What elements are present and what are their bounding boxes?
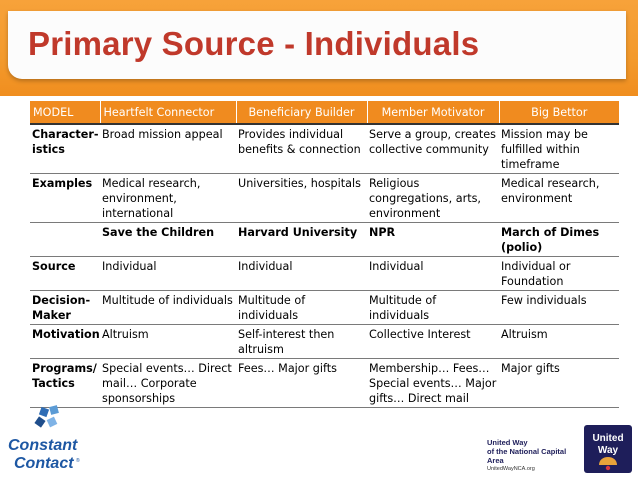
row-label: Source (30, 257, 100, 291)
table-cell: Multitude of individuals (367, 291, 499, 325)
table-cell: Medical research, environment (499, 174, 619, 223)
table-cell: Provides individual benefits & connection (236, 124, 367, 174)
svg-text:Constant: Constant (8, 437, 78, 454)
header-model: MODEL (30, 101, 100, 124)
table-cell: Medical research, environment, international (100, 174, 236, 223)
table-cell: Fees… Major gifts (236, 359, 367, 408)
header-member-motivator: Member Motivator (367, 101, 499, 124)
table-cell: Multitude of individuals (236, 291, 367, 325)
table-cell: Membership… Fees… Special events… Major gifts… Direct mail (367, 359, 499, 408)
svg-text:United: United (592, 433, 624, 444)
table-cell: Altruism (499, 325, 619, 359)
united-way-text (487, 438, 577, 474)
table-cell: Individual (100, 257, 236, 291)
comparison-table (30, 101, 619, 408)
row-label: Motivation (30, 325, 100, 359)
table-cell: Individual (367, 257, 499, 291)
table-cell: Universities, hospitals (236, 174, 367, 223)
table-cell: Few individuals (499, 291, 619, 325)
table-cell: Collective Interest (367, 325, 499, 359)
table-row (30, 325, 619, 359)
table-row (30, 291, 619, 325)
table-cell: Major gifts (499, 359, 619, 408)
table-row (30, 174, 619, 223)
table-cell: Individual (236, 257, 367, 291)
table-cell: Multitude of individuals (100, 291, 236, 325)
table-cell: Special events… Direct mail… Corporate sponsorships (100, 359, 236, 408)
table-row (30, 223, 619, 257)
table-cell: March of Dimes (polio) (499, 223, 619, 257)
svg-text:Way: Way (597, 445, 619, 456)
table-cell: Self-interest then altruism (236, 325, 367, 359)
header-beneficiary-builder: Beneficiary Builder (236, 101, 367, 124)
united-way-logo (583, 424, 633, 474)
row-label: Character-istics (30, 124, 100, 174)
table-cell: NPR (367, 223, 499, 257)
united-way-line1: United Way (487, 438, 528, 447)
header-big-bettor: Big Bettor (499, 101, 619, 124)
slide-title: Primary Source - Individuals (28, 25, 480, 62)
united-way-url: UnitedWayNCA.org (487, 466, 535, 472)
table-cell: Serve a group, creates collective community (367, 124, 499, 174)
row-label (30, 223, 100, 257)
svg-text:®: ® (76, 458, 80, 464)
table-cell: Religious congregations, arts, environment (367, 174, 499, 223)
table-cell: Individual or Foundation (499, 257, 619, 291)
constant-contact-logo (4, 402, 96, 476)
svg-text:Contact: Contact (14, 455, 74, 472)
comparison-table-wrapper (30, 101, 619, 408)
table-cell: Save the Children (100, 223, 236, 257)
row-label: Examples (30, 174, 100, 223)
row-label: Decision-Maker (30, 291, 100, 325)
table-cell: Broad mission appeal (100, 124, 236, 174)
table-cell: Altruism (100, 325, 236, 359)
table-cell: Mission may be fulfilled within timeframe (499, 124, 619, 174)
table-row (30, 359, 619, 408)
header-heartfelt-connector: Heartfelt Connector (100, 101, 236, 124)
table-row (30, 124, 619, 174)
table-cell: Harvard University (236, 223, 367, 257)
table-row (30, 257, 619, 291)
table-header-row (30, 101, 619, 124)
united-way-line2: of the National Capital Area (487, 447, 567, 465)
row-label: Programs/ Tactics (30, 359, 100, 408)
